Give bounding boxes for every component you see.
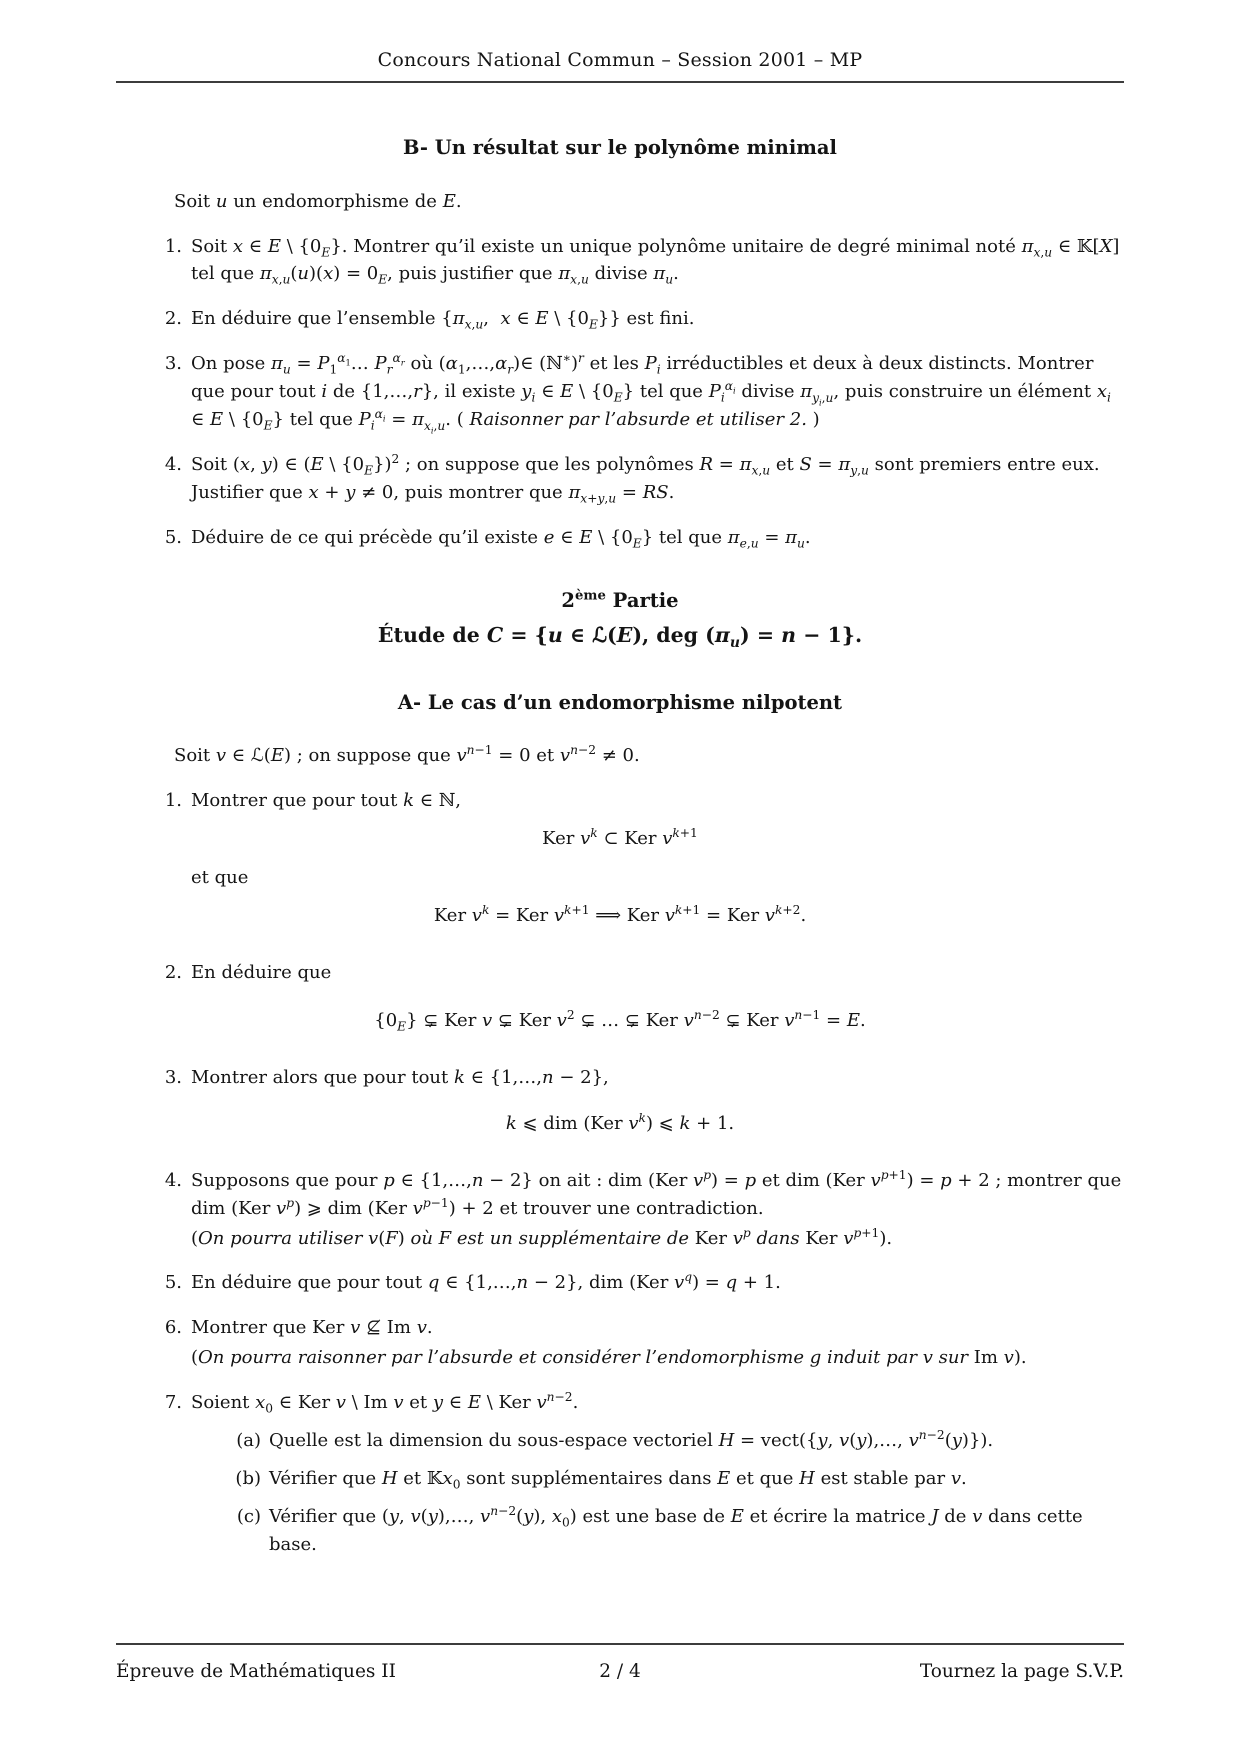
item-text: Soit (x, y) ∈ (E \ $\{0_E\})^2$ ; on suppose que les polynômes $R = \pi_{x,u}$ et $S = \pi_{y,u}$ sont premiers entre eux. Justifier que x + y ≠ 0, puis montrer que $\pi_{x+y,u}$ = RS.: [191, 451, 1100, 506]
item-number: 3.: [164, 1067, 182, 1088]
item-text: En déduire que l’ensemble {$\pi_{x,u}$, x ∈ E \ $\{0_E\}$} est fini.: [191, 308, 695, 332]
sub-item-a: [227, 1427, 1124, 1455]
subitem-label: (c): [236, 1505, 261, 1527]
list-item-b2: [154, 305, 1124, 333]
section-b-intro: Soit u un endomorphisme de E.: [174, 190, 462, 212]
item-number: 1.: [164, 235, 182, 257]
item-text: Montrer que pour tout k ∈ ℕ,: [191, 789, 461, 811]
footer-left: Épreuve de Mathématiques II: [116, 1661, 396, 1682]
page-number: 2 / 4: [599, 1661, 641, 1682]
header-title: Concours National Commun – Session 2001 – MP: [377, 49, 863, 71]
item-number: 4.: [164, 453, 182, 475]
subitem-text: Quelle est la dimension du sous-espace vectoriel H = vect({y, v(y),…, $v^{n-2}(y)$}).: [269, 1428, 994, 1452]
list-item-a3: [154, 1064, 1124, 1150]
list-item-a6: [154, 1314, 1124, 1372]
display-equation: $\{0_E\}$ ⊊ Ker v ⊊ Ker $v^2$ ⊊ … ⊊ Ker $v^{n-2}$ ⊊ Ker $v^{n-1} = E$.: [374, 1008, 866, 1034]
item-number: 2.: [164, 962, 182, 984]
section-a-intro: Soit v ∈ ℒ(E) ; on suppose que $v^{n-1} = 0$ et $v^{n-2} \ne 0$.: [174, 742, 640, 766]
subitem-text: Vérifier que (y, v(y),…, $v^{n-2}(y)$, $x_0$) est une base de E et écrire la matrice J de v dans cette base.: [269, 1503, 1083, 1555]
list-item-a7: [154, 1389, 1124, 1558]
item-hint: (On pourra raisonner par l’absurde et considérer l’endomorphisme g induit par v sur Im v).: [191, 1347, 1027, 1369]
header-rule: [116, 81, 1124, 83]
item-text: On pose $\pi_u$ = $P_1^{\alpha_1}\dots$ $P_r^{\alpha_r}$ où $(\alpha_1,\dots,\alpha_r)\in$ (ℕ∗)$^r$ et les $P_i$ irréductibles et deux à deux distincts. Montrer que pour tout i de {1,…,r}, il existe $y_i$ ∈ E \ $\{0_E\}$ tel que $P_i^{\alpha_i}$ divise $\pi_{y_i,u}$, puis construire un élément $x_i$ ∈ E \ $\{0_E\}$ tel que $P_i^{\alpha_i} = \pi_{x_i,u}$. ( Raisonner par l’absurde et utiliser 2. ): [191, 351, 1111, 436]
display-equation: k ⩽ dim (Ker $v^k$) ⩽ k + 1.: [505, 1110, 735, 1134]
section-a-title: A- Le cas d’un endomorphisme nilpotent: [397, 690, 843, 714]
section-b-list: [116, 233, 1124, 552]
section-a-list: [116, 787, 1124, 1559]
item-text: Montrer alors que pour tout k ∈ {1,…,n − 2},: [191, 1067, 609, 1088]
item-number: 1.: [164, 789, 182, 811]
item-number: 7.: [164, 1392, 182, 1414]
list-item-b3: [154, 350, 1124, 434]
item-number: 3.: [164, 353, 182, 375]
item-number: 6.: [164, 1317, 182, 1339]
item-number: 2.: [164, 308, 182, 330]
item-text: Soit x ∈ E \ $\{0_E\}$. Montrer qu’il existe un unique polynôme unitaire de degré minimal noté $\pi_{x,u}$ ∈ 𝕂[X] tel que $\pi_{x,u}(u)(x) = 0_E$, puis justifier que $\pi_{x,u}$ divise $\pi_u$.: [191, 235, 1120, 288]
list-item-a2: [154, 959, 1124, 1047]
subitem-text: Vérifier que H et 𝕂x$_0$ sont supplémentaires dans E et que H est stable par v.: [269, 1467, 967, 1492]
display-equation: Ker $v^k$ = Ker $v^{k+1}$ ⟹ Ker $v^{k+1}$ = Ker $v^{k+2}$.: [433, 903, 807, 927]
item-text: et que: [191, 867, 249, 889]
item-number: 5.: [164, 1272, 182, 1294]
list-item-a5: [154, 1269, 1124, 1297]
item-text: Soient $x_0$ ∈ Ker v \ Im v et y ∈ E \ Ker $v^{n-2}$.: [191, 1390, 579, 1416]
part2-title: 2ème Partie: [561, 588, 679, 612]
item-text: Montrer que Ker v ⊈ Im v.: [191, 1317, 433, 1339]
item-text: Supposons que pour p ∈ {1,…,n − 2} on ait : dim (Ker $v^p) = p$ et dim (Ker $v^{p+1}) = p + 2$ ; montrer que dim (Ker $v^p$) ⩾ dim (Ker $v^{p-1}) + 2$ et trouver une contradiction.: [191, 1167, 1122, 1219]
list-item-b5: [154, 524, 1124, 552]
subitem-label: (a): [236, 1430, 261, 1452]
item-text: Déduire de ce qui précède qu’il existe e ∈ E \ $\{0_E\}$ tel que $\pi_{e,u} = \pi_u$.: [191, 526, 811, 551]
display-equation: Ker $v^k$ ⊂ Ker $v^{k+1}$: [542, 825, 698, 849]
list-item-b1: [154, 233, 1124, 289]
item-number: 5.: [164, 526, 182, 548]
item-hint: (On pourra utiliser v(F) où F est un supplémentaire de Ker $v^p$ dans Ker $v^{p+1}$).: [191, 1225, 893, 1249]
item-text: En déduire que: [191, 962, 332, 984]
item-text: En déduire que pour tout q ∈ {1,…,n − 2}, dim (Ker $v^q) = q + 1$.: [191, 1270, 781, 1294]
list-item-a1: [154, 787, 1124, 943]
part2-heading: [116, 586, 1124, 652]
subitem-label: (b): [235, 1467, 261, 1489]
page-footer: [116, 1643, 1124, 1687]
part2-subtitle: Étude de C = {u ∈ ℒ(E), deg $(\pi_u) = n - 1$}.: [377, 622, 863, 651]
list-item-b4: [154, 451, 1124, 507]
sub-item-b: [227, 1465, 1124, 1493]
sub-item-c: [227, 1503, 1124, 1559]
page-header: [116, 46, 1124, 83]
footer-right: Tournez la page S.V.P.: [919, 1661, 1124, 1682]
item-number: 4.: [164, 1169, 182, 1191]
section-b-title: B- Un résultat sur le polynôme minimal: [403, 136, 837, 160]
list-item-a4: [154, 1167, 1124, 1253]
